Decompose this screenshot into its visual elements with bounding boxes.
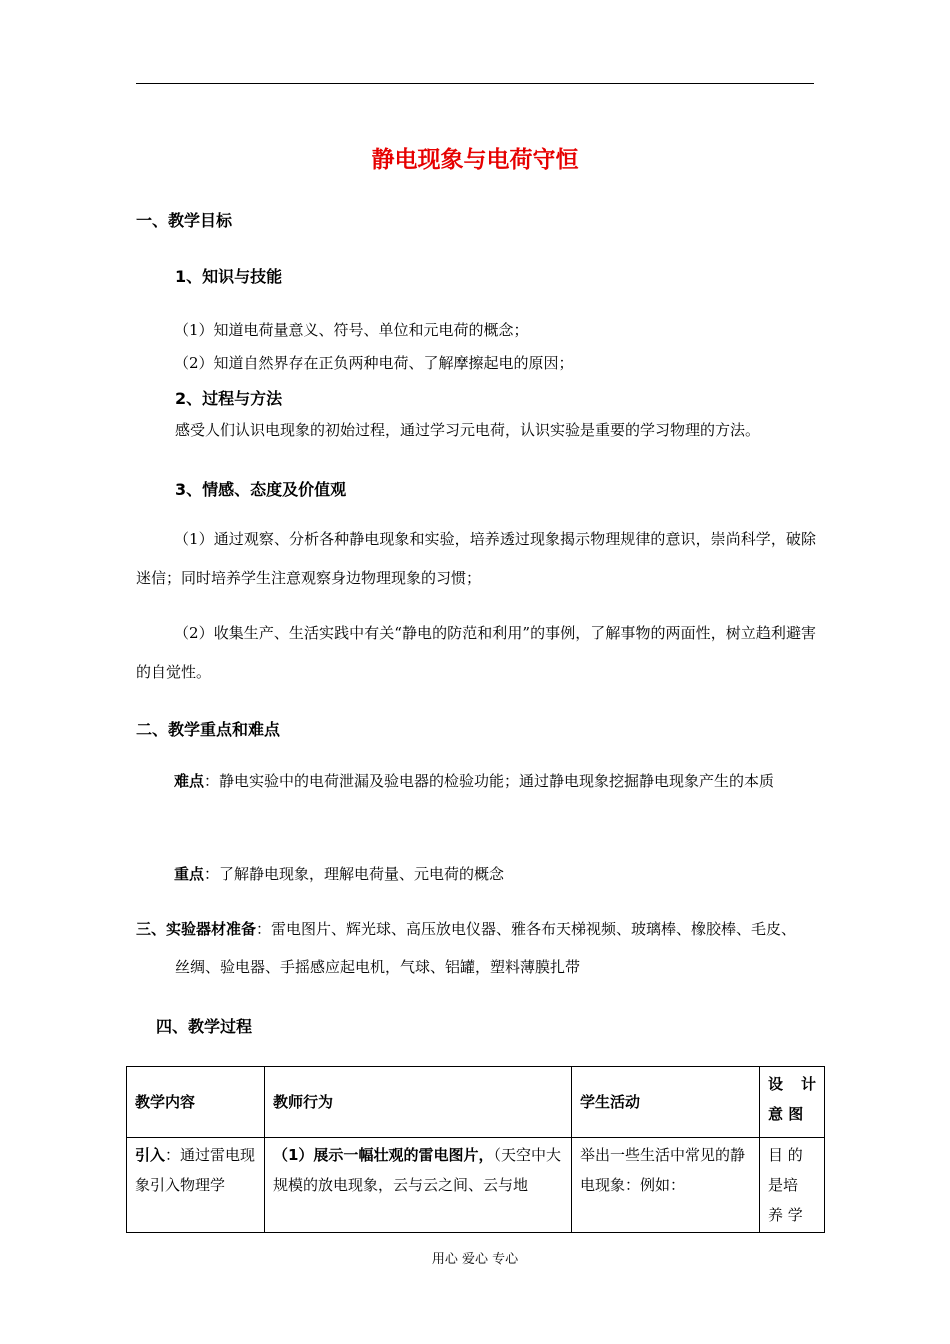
teacher-action-bold: （1）展示一幅壮观的雷电图片， xyxy=(273,1146,494,1164)
teacher-action-text: （天空中大规模的放电现象，云与云之间、云与地 xyxy=(273,1146,561,1194)
table-header-cell: 教师行为 xyxy=(265,1067,572,1138)
table-cell xyxy=(127,1138,265,1233)
intro-text: ：通过雷电现象引入物理学 xyxy=(135,1146,256,1194)
objective-item-1: （1）知道电荷量意义、符号、单位和元电荷的概念； xyxy=(174,321,529,339)
section-3-heading: 三、实验器材准备 xyxy=(136,920,257,938)
table-cell: 举出一些生活中常见的静电现象：例如： xyxy=(572,1138,760,1233)
objective-item-2: （2）知道自然界存在正负两种电荷、了解摩擦起电的原因； xyxy=(174,354,574,372)
section-4-heading: 四、教学过程 xyxy=(156,1017,253,1036)
attitude-item-1: （1）通过观察、分析各种静电现象和实验，培养透过现象揭示物理规律的意识，崇尚科学，破除迷信；同时培养学生注意观察身边物理现象的习惯； xyxy=(136,530,816,587)
table-cell xyxy=(265,1138,572,1233)
page-footer: 用心 爱心 专心 xyxy=(431,1252,519,1267)
difficulty-label: 难点 xyxy=(174,772,205,790)
key-point-paragraph xyxy=(174,858,504,891)
table-cell: 目 的 是培 养 学 xyxy=(760,1138,825,1233)
table-header-cell: 学生活动 xyxy=(572,1067,760,1138)
equipment-line-1 xyxy=(136,913,796,946)
subsection-3-heading: 3、情感、态度及价值观 xyxy=(175,480,347,499)
key-point-text: ：了解静电现象，理解电荷量、元电荷的概念 xyxy=(204,865,505,883)
teaching-process-table xyxy=(126,1066,825,1233)
section-2-heading: 二、教学重点和难点 xyxy=(136,720,281,739)
process-method-text: 感受人们认识电现象的初始过程，通过学习元电荷，认识实验是重要的学习物理的方法。 xyxy=(175,421,761,439)
difficulty-text: ：静电实验中的电荷泄漏及验电器的检验功能；通过静电现象挖掘静电现象产生的本质 xyxy=(204,772,775,790)
document-title: 静电现象与电荷守恒 xyxy=(371,147,579,173)
table-row xyxy=(127,1138,825,1233)
key-point-label: 重点 xyxy=(174,865,205,883)
attitude-item-2: （2）收集生产、生活实践中有关“静电的防范和利用”的事例，了解事物的两面性，树立趋利避害的自觉性。 xyxy=(136,624,816,681)
section-1-heading: 一、教学目标 xyxy=(136,211,233,230)
subsection-1-heading: 1、知识与技能 xyxy=(175,267,283,286)
equipment-text-1: ：雷电图片、辉光球、高压放电仪器、雅各布天梯视频、玻璃棒、橡胶棒、毛皮、 xyxy=(256,920,797,938)
table-header-cell: 教学内容 xyxy=(127,1067,265,1138)
table-header-cell: 设 计 意 图 xyxy=(760,1067,825,1138)
subsection-2-heading: 2、过程与方法 xyxy=(175,389,283,408)
equipment-line-2: 丝绸、验电器、手摇感应起电机，气球、铝罐，塑料薄膜扎带 xyxy=(175,958,581,976)
intro-label: 引入 xyxy=(135,1146,166,1164)
difficulty-paragraph xyxy=(136,762,816,801)
header-rule xyxy=(136,83,814,84)
table-header-row xyxy=(127,1067,825,1138)
